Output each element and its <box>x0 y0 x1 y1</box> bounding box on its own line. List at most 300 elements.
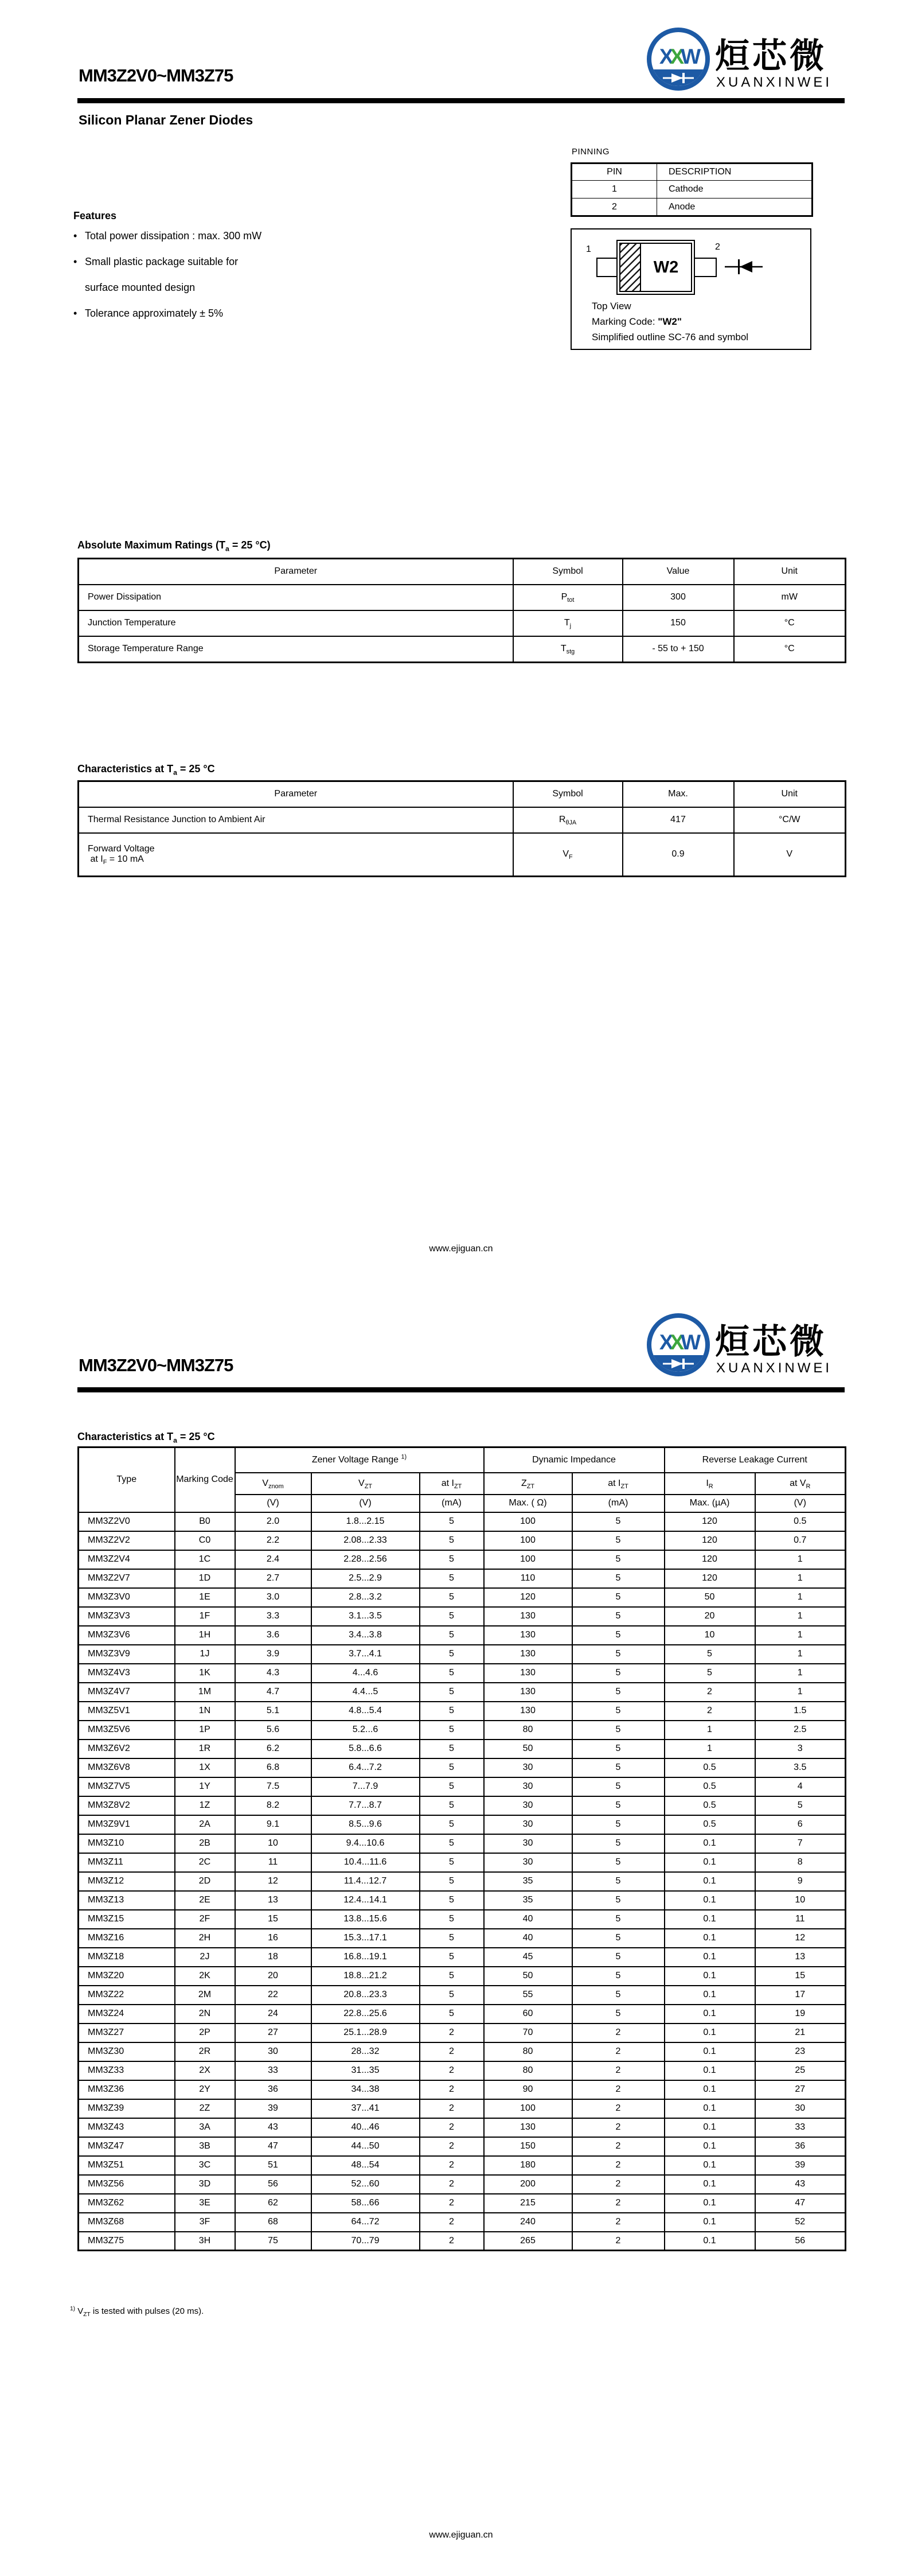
vzt-range-cell: 10.4...11.6 <box>311 1853 420 1872</box>
symbol-cell: $V_F$ <box>513 833 623 877</box>
vznom-cell: 3.3 <box>235 1607 311 1626</box>
vzt-range-cell: 58...66 <box>311 2194 420 2213</box>
value-cell: 300 <box>623 585 734 610</box>
vznom-cell: 47 <box>235 2137 311 2156</box>
marking-code-cell: 2N <box>175 2005 235 2024</box>
features-list <box>73 230 261 333</box>
package-caption-marking: Marking Code: "W2" <box>592 316 682 327</box>
symbol-cell: $P_{tot}$ <box>513 585 623 610</box>
marking-code-label: W2 <box>653 258 679 277</box>
group-header-zener-voltage-range: Zener Voltage Range $^{1)}$ <box>235 1447 484 1473</box>
feature-item <box>73 256 261 282</box>
marking-code-cell: 2K <box>175 1967 235 1986</box>
marking-code-cell: 2B <box>175 1834 235 1853</box>
marking-code-cell: 1H <box>175 1626 235 1645</box>
izt-cell: 5 <box>572 1702 665 1721</box>
ir-cell: 1 <box>665 1721 755 1740</box>
type-cell: MM3Z18 <box>79 1948 175 1967</box>
vzt-range-cell: 3.1...3.5 <box>311 1607 420 1626</box>
vzt-range-cell: 40...46 <box>311 2118 420 2137</box>
type-cell: MM3Z56 <box>79 2175 175 2194</box>
izt-cell: 5 <box>420 1645 484 1664</box>
vzt-range-cell: 18.8...21.2 <box>311 1967 420 1986</box>
vznom-cell: 8.2 <box>235 1796 311 1815</box>
vzt-range-cell: 64...72 <box>311 2213 420 2232</box>
group-header-reverse-leakage: Reverse Leakage Current <box>665 1447 846 1473</box>
ir-cell: 120 <box>665 1512 755 1531</box>
zzt-cell: 60 <box>484 2005 572 2024</box>
zzt-cell: 30 <box>484 1777 572 1796</box>
vznom-cell: 2.0 <box>235 1512 311 1531</box>
vzt-range-cell: 52...60 <box>311 2175 420 2194</box>
ir-cell: 0.1 <box>665 1834 755 1853</box>
vr-cell: 12 <box>755 1929 846 1948</box>
vr-cell: 43 <box>755 2175 846 2194</box>
header-rule <box>77 1387 845 1392</box>
vr-cell: 17 <box>755 1986 846 2005</box>
type-cell: MM3Z3V3 <box>79 1607 175 1626</box>
page1-footer-url: www.ejiguan.cn <box>429 1244 493 1254</box>
vzt-range-cell: 8.5...9.6 <box>311 1815 420 1834</box>
marking-code-cell: 2R <box>175 2042 235 2061</box>
type-cell: MM3Z2V7 <box>79 1569 175 1588</box>
vznom-cell: 10 <box>235 1834 311 1853</box>
vznom-cell: 33 <box>235 2061 311 2080</box>
ir-cell: 0.1 <box>665 1853 755 1872</box>
izt-cell: 2 <box>572 2099 665 2118</box>
izt-cell: 5 <box>420 1683 484 1702</box>
param-cell: Junction Temperature <box>79 610 513 636</box>
zzt-cell: 130 <box>484 1645 572 1664</box>
logo-letter: X <box>670 45 681 68</box>
vr-cell: 19 <box>755 2005 846 2024</box>
zzt-cell: 80 <box>484 2061 572 2080</box>
izt-cell: 5 <box>572 1777 665 1796</box>
ir-cell: 0.1 <box>665 2156 755 2175</box>
table-row <box>79 1929 846 1948</box>
vr-cell: 1 <box>755 1626 846 1645</box>
zzt-cell: 110 <box>484 1569 572 1588</box>
vr-cell: 8 <box>755 1853 846 1872</box>
vr-cell: 2.5 <box>755 1721 846 1740</box>
bullet-icon: • <box>73 256 77 267</box>
marking-code-cell: 3A <box>175 2118 235 2137</box>
ir-cell: 0.5 <box>665 1815 755 1834</box>
ir-cell: 0.1 <box>665 2213 755 2232</box>
zzt-cell: 45 <box>484 1948 572 1967</box>
vznom-cell: 9.1 <box>235 1815 311 1834</box>
logo-diode-banner <box>651 1355 705 1372</box>
marking-code-cell: C0 <box>175 1531 235 1550</box>
table-row <box>79 1815 846 1834</box>
marking-code-cell: 1N <box>175 1702 235 1721</box>
feature-text: Total power dissipation : max. 300 mW <box>85 230 262 242</box>
table-header-row <box>79 559 846 585</box>
col-header-marking-code: Marking Code <box>175 1447 235 1512</box>
feature-item <box>73 308 261 333</box>
zzt-cell: 40 <box>484 1929 572 1948</box>
table-row <box>79 1834 846 1853</box>
izt-cell: 5 <box>420 1588 484 1607</box>
table-row <box>79 2042 846 2061</box>
char1-heading: Characteristics at $T_a = 25$ °C <box>77 763 215 777</box>
izt-cell: 2 <box>420 2137 484 2156</box>
vzt-range-cell: 6.4...7.2 <box>311 1758 420 1777</box>
izt-cell: 2 <box>420 2175 484 2194</box>
ir-cell: 0.1 <box>665 2042 755 2061</box>
zzt-cell: 30 <box>484 1853 572 1872</box>
type-cell: MM3Z10 <box>79 1834 175 1853</box>
vznom-cell: 6.8 <box>235 1758 311 1777</box>
vr-cell: 1 <box>755 1550 846 1569</box>
vr-cell: 3.5 <box>755 1758 846 1777</box>
vr-cell: 6 <box>755 1815 846 1834</box>
zzt-cell: 30 <box>484 1834 572 1853</box>
feature-text: surface mounted design <box>85 282 196 293</box>
zzt-cell: 150 <box>484 2137 572 2156</box>
page-title: MM3Z2V0~MM3Z75 <box>79 65 233 85</box>
col-header-at-izt: at $I_{ZT}$ <box>420 1473 484 1495</box>
izt-cell: 2 <box>572 2118 665 2137</box>
vznom-cell: 30 <box>235 2042 311 2061</box>
izt-cell: 5 <box>572 1721 665 1740</box>
vznom-cell: 18 <box>235 1948 311 1967</box>
vr-cell: 0.5 <box>755 1512 846 1531</box>
izt-cell: 5 <box>420 1758 484 1777</box>
table-row <box>79 2137 846 2156</box>
type-cell: MM3Z5V6 <box>79 1721 175 1740</box>
izt-cell: 5 <box>572 1967 665 1986</box>
type-cell: MM3Z16 <box>79 1929 175 1948</box>
table-row <box>79 1967 846 1986</box>
vr-cell: 30 <box>755 2099 846 2118</box>
table-row <box>79 2232 846 2251</box>
izt-cell: 5 <box>420 1777 484 1796</box>
table-row <box>79 1872 846 1891</box>
type-cell: MM3Z2V4 <box>79 1550 175 1569</box>
type-cell: MM3Z43 <box>79 2118 175 2137</box>
type-cell: MM3Z11 <box>79 1853 175 1872</box>
table-row <box>79 1891 846 1910</box>
izt-cell: 2 <box>420 2194 484 2213</box>
col-header-vznom: $V_{znom}$ <box>235 1473 311 1495</box>
vr-cell: 1 <box>755 1664 846 1683</box>
izt-cell: 5 <box>572 1664 665 1683</box>
izt-cell: 5 <box>420 2005 484 2024</box>
col-header-parameter: Parameter <box>79 781 513 807</box>
vznom-cell: 7.5 <box>235 1777 311 1796</box>
package-body <box>616 240 695 295</box>
vzt-range-cell: 31...35 <box>311 2061 420 2080</box>
ir-cell: 0.1 <box>665 2061 755 2080</box>
unit-cell: Max. ( Ω) <box>484 1495 572 1512</box>
ir-cell: 0.5 <box>665 1758 755 1777</box>
table-row <box>79 1645 846 1664</box>
table-row <box>79 2194 846 2213</box>
table-row <box>79 1550 846 1569</box>
logo-cjk-name: 烜芯微 <box>715 1322 827 1361</box>
symbol-cell: $T_j$ <box>513 610 623 636</box>
zzt-cell: 80 <box>484 2042 572 2061</box>
izt-cell: 5 <box>572 1910 665 1929</box>
marking-code-cell: 3C <box>175 2156 235 2175</box>
zzt-cell: 240 <box>484 2213 572 2232</box>
marking-code-cell: 2P <box>175 2024 235 2042</box>
table-row <box>79 1796 846 1815</box>
izt-cell: 5 <box>420 1815 484 1834</box>
table-row <box>572 181 813 199</box>
marking-code-cell: 1K <box>175 1664 235 1683</box>
unit-cell: (V) <box>235 1495 311 1512</box>
izt-cell: 2 <box>572 2194 665 2213</box>
zzt-cell: 120 <box>484 1588 572 1607</box>
zzt-cell: 100 <box>484 1512 572 1531</box>
zzt-cell: 70 <box>484 2024 572 2042</box>
char2-heading: Characteristics at $T_a = 25$ °C <box>77 1431 215 1445</box>
type-cell: MM3Z4V3 <box>79 1664 175 1683</box>
marking-code-cell: 3H <box>175 2232 235 2251</box>
col-header-at-vr: at $V_R$ <box>755 1473 846 1495</box>
unit-cell: mW <box>734 585 846 610</box>
page2-footer-url: www.ejiguan.cn <box>429 2530 493 2540</box>
vr-cell: 47 <box>755 2194 846 2213</box>
type-cell: MM3Z6V2 <box>79 1740 175 1758</box>
type-cell: MM3Z3V9 <box>79 1645 175 1664</box>
table-row <box>79 2175 846 2194</box>
ir-cell: 0.1 <box>665 1872 755 1891</box>
ir-cell: 5 <box>665 1664 755 1683</box>
table-row <box>79 833 846 877</box>
izt-cell: 5 <box>420 1664 484 1683</box>
type-cell: MM3Z39 <box>79 2099 175 2118</box>
vzt-range-cell: 2.28...2.56 <box>311 1550 420 1569</box>
izt-cell: 5 <box>572 1588 665 1607</box>
marking-code-cell: 1J <box>175 1645 235 1664</box>
table-row <box>79 1626 846 1645</box>
vznom-cell: 5.6 <box>235 1721 311 1740</box>
izt-cell: 5 <box>572 1815 665 1834</box>
type-cell: MM3Z7V5 <box>79 1777 175 1796</box>
vzt-range-cell: 48...54 <box>311 2156 420 2175</box>
type-cell: MM3Z2V0 <box>79 1512 175 1531</box>
vr-cell: 10 <box>755 1891 846 1910</box>
izt-cell: 2 <box>420 2024 484 2042</box>
package-caption-outline: Simplified outline SC-76 and symbol <box>592 332 749 343</box>
vznom-cell: 2.2 <box>235 1531 311 1550</box>
vzt-range-cell: 25.1...28.9 <box>311 2024 420 2042</box>
izt-cell: 5 <box>420 1512 484 1531</box>
col-header-parameter: Parameter <box>79 559 513 585</box>
vzt-range-cell: 2.08...2.33 <box>311 1531 420 1550</box>
logo-letter: X <box>659 45 670 68</box>
vznom-cell: 27 <box>235 2024 311 2042</box>
izt-cell: 5 <box>572 1834 665 1853</box>
vzt-range-cell: 2.5...2.9 <box>311 1569 420 1588</box>
vzt-range-cell: 20.8...23.3 <box>311 1986 420 2005</box>
izt-cell: 2 <box>572 2232 665 2251</box>
izt-cell: 5 <box>572 1796 665 1815</box>
vznom-cell: 24 <box>235 2005 311 2024</box>
vr-cell: 21 <box>755 2024 846 2042</box>
zzt-cell: 100 <box>484 1531 572 1550</box>
zzt-cell: 35 <box>484 1872 572 1891</box>
izt-cell: 5 <box>420 1550 484 1569</box>
unit-cell: (V) <box>311 1495 420 1512</box>
ir-cell: 0.1 <box>665 2175 755 2194</box>
ir-cell: 0.1 <box>665 1986 755 2005</box>
izt-cell: 5 <box>420 1834 484 1853</box>
izt-cell: 2 <box>420 2232 484 2251</box>
param-cell: Forward Voltage at $I_F = 10$ mA <box>79 833 513 877</box>
table-row <box>79 1702 846 1721</box>
ir-cell: 120 <box>665 1550 755 1569</box>
ir-cell: 2 <box>665 1683 755 1702</box>
type-cell: MM3Z47 <box>79 2137 175 2156</box>
vznom-cell: 68 <box>235 2213 311 2232</box>
vzt-range-cell: 15.3...17.1 <box>311 1929 420 1948</box>
features-section <box>73 210 261 333</box>
zzt-cell: 180 <box>484 2156 572 2175</box>
vznom-cell: 2.4 <box>235 1550 311 1569</box>
doc-subtitle: Silicon Planar Zener Diodes <box>79 112 253 127</box>
vzt-range-cell: 16.8...19.1 <box>311 1948 420 1967</box>
vr-cell: 1 <box>755 1569 846 1588</box>
marking-code-cell: 2Z <box>175 2099 235 2118</box>
zzt-cell: 50 <box>484 1740 572 1758</box>
marking-code-cell: 2H <box>175 1929 235 1948</box>
logo-circle-mark <box>647 28 710 91</box>
ir-cell: 120 <box>665 1569 755 1588</box>
table-row <box>79 585 846 610</box>
col-header-symbol: Symbol <box>513 781 623 807</box>
vzt-range-cell: 3.4...3.8 <box>311 1626 420 1645</box>
izt-cell: 5 <box>572 2005 665 2024</box>
zzt-cell: 215 <box>484 2194 572 2213</box>
package-outline-box <box>571 228 811 350</box>
izt-cell: 5 <box>572 1758 665 1777</box>
vzt-range-cell: 44...50 <box>311 2137 420 2156</box>
marking-code-cell: 1D <box>175 1569 235 1588</box>
table-row <box>79 1721 846 1740</box>
zzt-cell: 50 <box>484 1967 572 1986</box>
table-row <box>79 2024 846 2042</box>
izt-cell: 5 <box>572 1740 665 1758</box>
marking-code-cell: 1Y <box>175 1777 235 1796</box>
table-row <box>79 2080 846 2099</box>
logo-latin-name: XUANXINWEI <box>716 1360 833 1376</box>
ir-cell: 0.1 <box>665 1891 755 1910</box>
izt-cell: 2 <box>572 2175 665 2194</box>
izt-cell: 5 <box>572 1645 665 1664</box>
izt-cell: 5 <box>420 1853 484 1872</box>
pin2-label: 2 <box>715 242 720 252</box>
vr-cell: 27 <box>755 2080 846 2099</box>
izt-cell: 5 <box>420 1626 484 1645</box>
ir-cell: 0.1 <box>665 1929 755 1948</box>
unit-cell: Max. (µA) <box>665 1495 755 1512</box>
zzt-cell: 40 <box>484 1910 572 1929</box>
feature-text: Tolerance approximately ± 5% <box>85 308 223 319</box>
diode-icon <box>662 72 694 84</box>
logo-letter: W <box>681 45 698 68</box>
symbol-cell: $T_{stg}$ <box>513 636 623 663</box>
table-row <box>79 1740 846 1758</box>
vr-cell: 39 <box>755 2156 846 2175</box>
izt-cell: 5 <box>420 1740 484 1758</box>
vzt-range-cell: 37...41 <box>311 2099 420 2118</box>
vzt-range-cell: 1.8...2.15 <box>311 1512 420 1531</box>
izt-cell: 2 <box>572 2061 665 2080</box>
vznom-cell: 43 <box>235 2118 311 2137</box>
type-cell: MM3Z5V1 <box>79 1702 175 1721</box>
table-row <box>79 1853 846 1872</box>
type-cell: MM3Z15 <box>79 1910 175 1929</box>
type-cell: MM3Z3V6 <box>79 1626 175 1645</box>
izt-cell: 5 <box>572 1948 665 1967</box>
marking-code-cell: 3E <box>175 2194 235 2213</box>
marking-code-cell: 1P <box>175 1721 235 1740</box>
vznom-cell: 15 <box>235 1910 311 1929</box>
abs-max-table <box>77 558 846 663</box>
col-header-vzt: $V_{ZT}$ <box>311 1473 420 1495</box>
ir-cell: 0.1 <box>665 2099 755 2118</box>
diode-icon <box>662 1358 694 1369</box>
zzt-cell: 55 <box>484 1986 572 2005</box>
package-lead-right <box>694 258 717 277</box>
zzt-cell: 100 <box>484 1550 572 1569</box>
ir-cell: 0.5 <box>665 1796 755 1815</box>
pin1-label: 1 <box>586 244 591 254</box>
table-row <box>79 1531 846 1550</box>
vr-cell: 1 <box>755 1607 846 1626</box>
col-header-ir: $I_R$ <box>665 1473 755 1495</box>
marking-code-cell: B0 <box>175 1512 235 1531</box>
vznom-cell: 16 <box>235 1929 311 1948</box>
description-cell: Anode <box>657 199 813 216</box>
zzt-cell: 130 <box>484 1664 572 1683</box>
marking-code-cell: 1F <box>175 1607 235 1626</box>
table-row <box>79 1777 846 1796</box>
zzt-cell: 30 <box>484 1796 572 1815</box>
izt-cell: 2 <box>572 2213 665 2232</box>
ir-cell: 0.1 <box>665 1967 755 1986</box>
type-cell: MM3Z20 <box>79 1967 175 1986</box>
vznom-cell: 4.3 <box>235 1664 311 1683</box>
izt-cell: 2 <box>420 2099 484 2118</box>
vr-cell: 1 <box>755 1645 846 1664</box>
table-footnote: $^{1)}$ $V_{ZT}$ is tested with pulses (20 ms). <box>70 2306 204 2318</box>
ir-cell: 10 <box>665 1626 755 1645</box>
vr-cell: 7 <box>755 1834 846 1853</box>
izt-cell: 5 <box>420 1986 484 2005</box>
vr-cell: 1.5 <box>755 1702 846 1721</box>
col-header-unit: Unit <box>734 781 846 807</box>
vznom-cell: 13 <box>235 1891 311 1910</box>
feature-text: Small plastic package suitable for <box>85 256 239 267</box>
col-header-type: Type <box>79 1447 175 1512</box>
zzt-cell: 80 <box>484 1721 572 1740</box>
pinning-label: PINNING <box>572 147 610 157</box>
zzt-cell: 30 <box>484 1815 572 1834</box>
izt-cell: 5 <box>572 1531 665 1550</box>
izt-cell: 2 <box>420 2061 484 2080</box>
vzt-range-cell: 9.4...10.6 <box>311 1834 420 1853</box>
vr-cell: 13 <box>755 1948 846 1967</box>
table-row <box>79 807 846 833</box>
type-cell: MM3Z22 <box>79 1986 175 2005</box>
vznom-cell: 3.9 <box>235 1645 311 1664</box>
vznom-cell: 6.2 <box>235 1740 311 1758</box>
